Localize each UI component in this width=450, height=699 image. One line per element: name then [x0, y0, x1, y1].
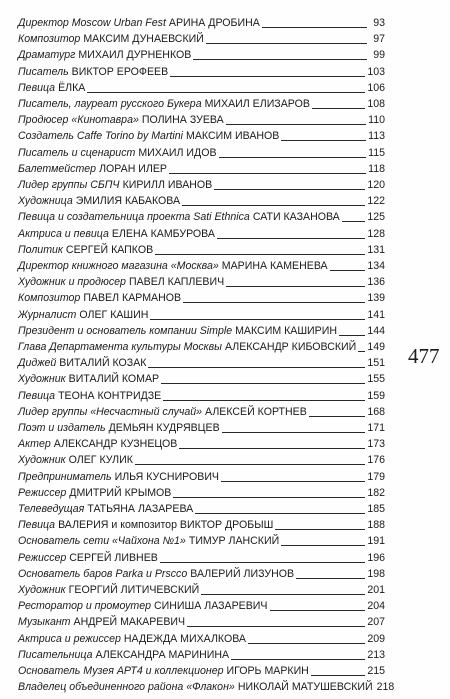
toc-entry [18, 613, 385, 629]
entry-name: ТИМУР ЛАНСКИЙ [188, 535, 280, 548]
entry-page: 110 [368, 114, 385, 127]
entry-name: ДМИТРИЙ КРЫМОВ [69, 486, 172, 499]
entry-name: АЛЕКСАНДРА МАРИНИНА [95, 648, 230, 661]
leader-line [206, 43, 367, 44]
entry-name: МАКСИМ КАШИРИН [235, 324, 337, 337]
entry-role: Журналист [18, 308, 77, 321]
entry-role: Писатель, лауреат русского Букера [18, 98, 202, 110]
entry-role: Певица [18, 519, 56, 532]
entry-role: Директор Moscow Urban Fest [18, 17, 166, 29]
entry-role: Музыкант [18, 616, 71, 629]
entry-role: Политик [18, 243, 63, 256]
entry-page: 118 [368, 162, 385, 175]
entry-page: 149 [367, 341, 385, 353]
entry-name: СЕРГЕЙ ЛИВНЕВ [69, 551, 158, 564]
entry-name: ИГОРЬ МАРКИН [226, 665, 309, 677]
toc-entry [18, 451, 385, 467]
entry-page: 188 [367, 519, 385, 532]
leader-line [155, 254, 365, 255]
leader-line [330, 270, 366, 271]
entry-role: Телеведущая [18, 503, 85, 515]
leader-line [87, 92, 365, 93]
leader-line [221, 481, 365, 482]
entry-page: 198 [367, 567, 385, 580]
leader-line [161, 383, 365, 384]
leader-line [270, 610, 366, 611]
entry-name: СИНИША ЛАЗАРЕВИЧ [154, 600, 268, 613]
entry-page: 182 [367, 486, 385, 499]
toc-entry [18, 565, 385, 581]
entry-name: ЕЛЕНА КАМБУРОВА [111, 227, 215, 240]
entry-name: НИКОЛАЙ МАТУШЕВСКИЙ [237, 681, 373, 694]
leader-line [182, 205, 365, 206]
entry-role: Режиссер [18, 551, 67, 564]
toc-entry [18, 14, 385, 30]
entry-role: Актриса и режиссер [18, 632, 121, 645]
entry-page: 173 [367, 438, 385, 451]
toc-entry [18, 532, 385, 548]
leader-line [312, 108, 365, 109]
toc-entry [18, 646, 385, 662]
toc-entry [18, 468, 385, 484]
entry-name: ВАЛЕРИЯ и композитор ВИКТОР ДРОБЫШ [58, 519, 274, 532]
entry-role: Диджей [18, 357, 57, 370]
entry-name: ИЛЬЯ КУСНИРОВИЧ [114, 470, 219, 483]
entry-page: 191 [367, 535, 385, 548]
entry-page: 159 [367, 389, 385, 402]
toc-entry [18, 273, 385, 289]
entry-page: 122 [367, 195, 385, 208]
entry-name: ВИКТОР ЕРОФЕЕВ [71, 65, 169, 78]
entry-page: 106 [367, 81, 385, 94]
entry-name: СЕРГЕЙ КАПКОВ [65, 243, 154, 256]
toc-entry [18, 63, 385, 79]
entry-role: Лидер группы «Несчастный случай» [18, 405, 203, 418]
entry-page: 215 [367, 665, 385, 677]
entry-role: Художник [18, 373, 66, 386]
leader-line [226, 124, 366, 125]
entry-page: 204 [367, 600, 385, 613]
toc-entry [18, 192, 385, 208]
leader-line [179, 448, 365, 449]
entry-page: 151 [367, 357, 385, 370]
entry-page: 113 [368, 130, 385, 143]
leader-line [160, 562, 365, 563]
leader-line [217, 238, 365, 239]
entry-role: Писатель и сценарист [18, 146, 136, 159]
entry-role: Режиссер [18, 486, 67, 499]
entry-name: ПАВЕЛ КАРМАНОВ [83, 292, 182, 305]
toc-entry [18, 435, 385, 451]
toc-entry [18, 581, 385, 597]
leader-line [163, 400, 365, 401]
entry-role: Композитор [18, 292, 81, 305]
toc-entry [18, 338, 385, 354]
entry-role: Художник [18, 454, 66, 467]
entry-name: АЛЕКСАНДР КУЗНЕЦОВ [53, 438, 178, 451]
entry-name: АЛЕКСЕЙ КОРТНЕВ [205, 405, 307, 418]
toc-entry [18, 306, 385, 322]
entry-page: 179 [367, 470, 385, 483]
entry-name: МИХАИЛ ИДОВ [138, 146, 217, 159]
entry-role: Ресторатор и промоутер [18, 600, 151, 613]
leader-line [173, 497, 365, 498]
entry-page: 120 [367, 179, 385, 191]
entry-role: Глава Департамента культуры Москвы [18, 341, 222, 353]
entry-name: ДЕМЬЯН КУДРЯВЦЕВ [108, 422, 220, 434]
entry-role: Драматург [18, 49, 76, 62]
toc-entry [18, 419, 385, 435]
entry-page: 196 [367, 551, 385, 564]
toc-entry [18, 597, 385, 613]
entry-page: 115 [368, 146, 385, 159]
toc-entry [18, 354, 385, 370]
leader-line [135, 464, 365, 465]
entry-page: 201 [367, 584, 385, 596]
entry-name: АРИНА ДРОБИНА [168, 17, 260, 29]
entry-role: Художница [18, 195, 73, 208]
toc-entry [18, 160, 385, 176]
entry-role: Художник и продюсер [18, 276, 126, 289]
entry-page: 93 [373, 17, 385, 29]
entry-page: 134 [367, 260, 385, 272]
leader-line [339, 335, 365, 336]
entry-page: 207 [367, 616, 385, 629]
entry-name: ОЛЕГ КАШИН [79, 308, 149, 321]
entry-page: 97 [373, 33, 385, 46]
toc-entry [18, 289, 385, 305]
entry-page: 128 [367, 227, 385, 240]
toc-entry [18, 500, 385, 516]
toc-entry [18, 484, 385, 500]
leader-line [219, 157, 367, 158]
leader-line [169, 173, 366, 174]
entry-role: Владелец объединенного района «Флакон» [18, 681, 235, 694]
leader-line [296, 578, 365, 579]
entry-name: НАДЕЖДА МИХАЛКОВА [123, 632, 246, 645]
toc-entry [18, 176, 385, 192]
toc-entry [18, 46, 385, 62]
entry-name: ВИТАЛИЙ КОМАР [68, 373, 160, 386]
toc-entry [18, 662, 385, 678]
leader-line [226, 286, 365, 287]
entry-role: Балетмейстер [18, 162, 97, 175]
entry-name: КИРИЛЛ ИВАНОВ [122, 179, 213, 191]
toc-entry [18, 241, 385, 257]
entry-name: ВАЛЕРИЙ ЛИЗУНОВ [190, 567, 295, 580]
entry-role: Писательница [18, 648, 93, 661]
entry-name: ПАВЕЛ КАПЛЕВИЧ [128, 276, 225, 289]
entry-name: ТЕОНА КОНТРИДЗЕ [58, 389, 162, 402]
entry-role: Предприниматель [18, 470, 112, 483]
entry-page: 144 [367, 324, 385, 337]
entry-name: АЛЕКСАНДР КИБОВСКИЙ [224, 341, 357, 353]
entry-role: Художник [18, 584, 66, 596]
entry-page: 103 [367, 65, 385, 78]
entry-name: АНДРЕЙ МАКАРЕВИЧ [73, 616, 186, 629]
entry-page: 141 [367, 308, 385, 321]
toc-entry [18, 257, 385, 273]
toc-entry [18, 678, 395, 694]
entry-role: Певица и создательница проекта Sati Ethnica [18, 211, 250, 224]
entry-role: Президент и основатель компании Simple [18, 324, 233, 337]
toc-entry [18, 79, 385, 95]
toc-entry [18, 225, 385, 241]
entry-role: Певица [18, 81, 56, 94]
toc-entry [18, 387, 385, 403]
entry-page: 108 [367, 98, 385, 110]
entry-role: Писатель [18, 65, 69, 78]
leader-line [170, 76, 365, 77]
leader-line [201, 594, 365, 595]
leader-line [309, 416, 366, 417]
entry-name: ВИТАЛИЙ КОЗАК [59, 357, 147, 370]
entry-page: 99 [373, 49, 385, 62]
entry-role: Продюсер «Кинотавра» [18, 114, 139, 127]
entry-page: 136 [367, 276, 385, 289]
toc-entry [18, 144, 385, 160]
toc-entry [18, 630, 385, 646]
entry-role: Директор книжного магазина «Москва» [18, 260, 219, 272]
entry-page: 139 [367, 292, 385, 305]
leader-line [248, 643, 365, 644]
leader-line [183, 302, 365, 303]
entry-page: 155 [367, 373, 385, 386]
entry-role: Певица [18, 389, 56, 402]
leader-line [148, 367, 365, 368]
leader-line [222, 432, 366, 433]
leader-line [187, 626, 365, 627]
toc-entry [18, 111, 385, 127]
toc-entry [18, 30, 385, 46]
entry-name: ГЕОРГИЙ ЛИТИЧЕВСКИЙ [68, 584, 200, 596]
entry-role: Лидер группы СБПЧ [18, 179, 120, 191]
entry-name: ТАТЬЯНА ЛАЗАРЕВА [87, 503, 194, 515]
entry-page: 125 [367, 211, 385, 224]
leader-line [150, 319, 365, 320]
entry-name: МИХАИЛ ЕЛИЗАРОВ [204, 98, 310, 110]
leader-line [281, 545, 365, 546]
leader-line [262, 27, 367, 28]
entry-page: 131 [367, 243, 385, 256]
leader-line [342, 221, 366, 222]
entry-name: ЭМИЛИЯ КАБАКОВА [75, 195, 181, 208]
entry-page: 213 [367, 648, 385, 661]
entry-role: Актриса и певица [18, 227, 109, 240]
leader-line [231, 659, 365, 660]
entry-name: САТИ КАЗАНОВА [252, 211, 340, 224]
entry-page: 185 [367, 503, 385, 515]
entry-role: Основатель Музея АРТ4 и коллекционер [18, 665, 224, 677]
entry-name: МАРИНА КАМЕНЕВА [221, 260, 328, 272]
toc-entry [18, 322, 385, 338]
toc-entry [18, 516, 385, 532]
entry-role: Актер [18, 438, 51, 451]
entry-name: ПОЛИНА ЗУЕВА [141, 114, 224, 127]
entry-role: Композитор [18, 33, 81, 46]
leader-line [281, 140, 366, 141]
leader-line [195, 513, 365, 514]
leader-line [193, 59, 367, 60]
entry-name: МАКСИМ ИВАНОВ [186, 130, 280, 143]
entry-name: МИХАИЛ ДУРНЕНКОВ [78, 49, 192, 62]
entry-page: 171 [367, 422, 385, 434]
entry-role: Создатель Caffe Torino by Martini [18, 130, 184, 143]
toc-entry [18, 370, 385, 386]
entry-page: 209 [367, 632, 385, 645]
entry-role: Основатель баров Parka и Prscco [18, 567, 188, 580]
page-number: 477 [408, 344, 440, 368]
leader-line [311, 675, 365, 676]
entry-name: ЁЛКА [58, 81, 86, 94]
toc-entry [18, 549, 385, 565]
entry-page: 218 [376, 681, 395, 694]
entry-page: 168 [367, 405, 385, 418]
leader-line [275, 529, 365, 530]
entry-name: ОЛЕГ КУЛИК [68, 454, 133, 467]
toc-entry [18, 403, 385, 419]
entry-name: МАКСИМ ДУНАЕВСКИЙ [83, 33, 204, 46]
entry-role: Поэт и издатель [18, 422, 106, 434]
toc-entry [18, 208, 385, 224]
entry-page: 176 [367, 454, 385, 467]
leader-line [214, 189, 365, 190]
toc-entry [18, 127, 385, 143]
leader-line [358, 351, 365, 352]
entry-role: Основатель сети «Чайхона №1» [18, 535, 186, 548]
toc-entry [18, 95, 385, 111]
entry-name: ЛОРАН ИЛЕР [99, 162, 167, 175]
